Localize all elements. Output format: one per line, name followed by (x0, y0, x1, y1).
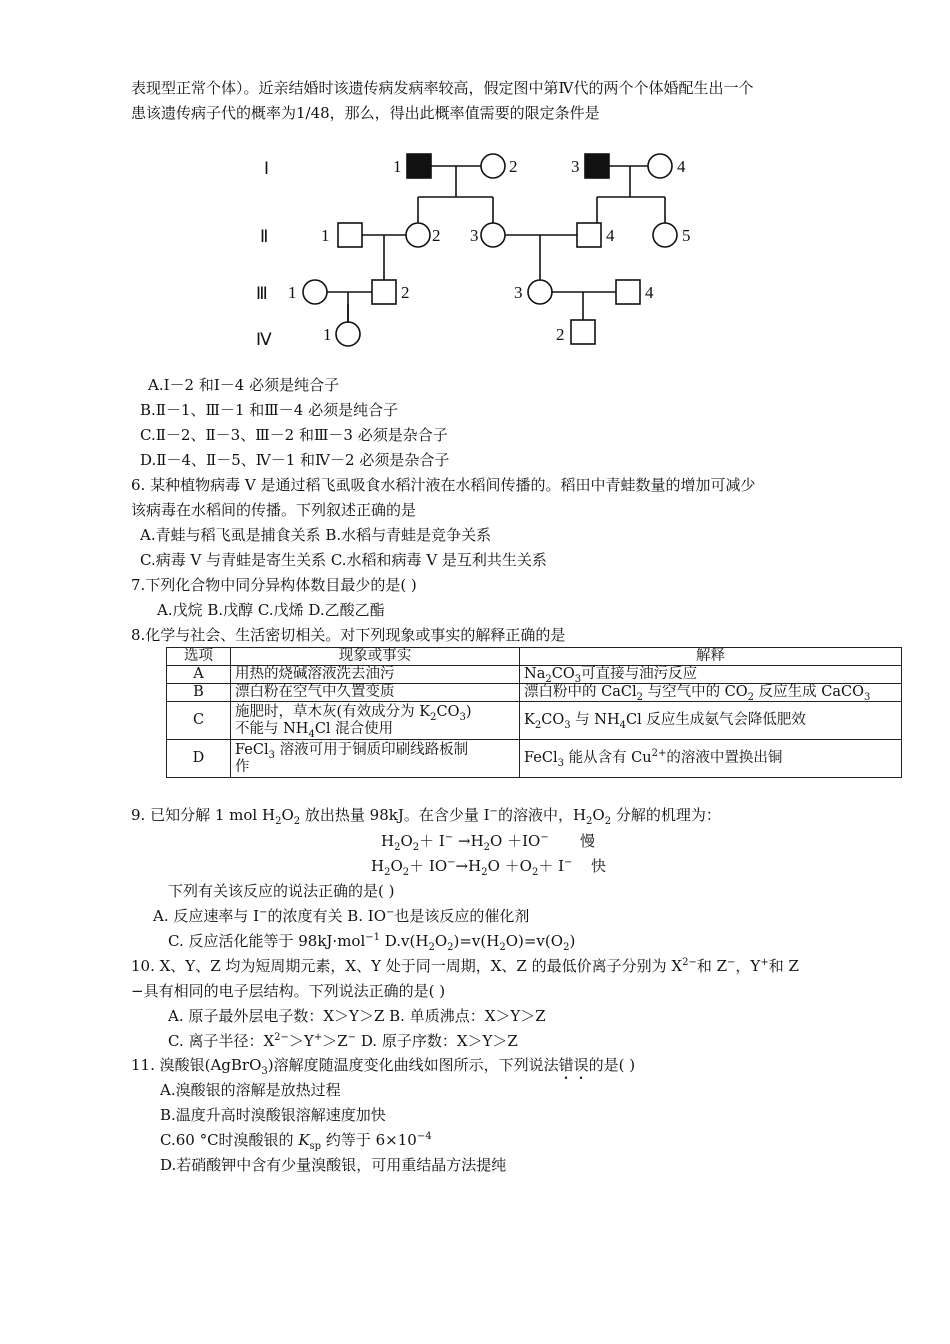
header-explanation: 解释 (520, 648, 902, 666)
II2-female (406, 223, 430, 247)
q11-option-c: C.60 °C时溴酸银的 $K_{sp}$ 约等于 $6\times 10^{-4}$ (160, 1131, 432, 1152)
q10-line2: −具有相同的电子层结构。下列说法正确的是( ) (131, 982, 446, 1000)
q7-options: A.戊烷 B.戊醇 C.戊烯 D.乙酸乙酯 (157, 601, 385, 619)
q5-option-d: D.Ⅱ－4、Ⅱ－5、Ⅳ－1 和Ⅳ－2 必须是杂合子 (140, 451, 450, 469)
II3-female (481, 223, 505, 247)
q8-table (166, 647, 902, 778)
q9-options-2: C. 反应活化能等于 98kJ·mol$^{-1}$ $D.v(H_2O_2)=v(H_2O)=v(O_2)$ (168, 932, 576, 953)
label-I1: 1 (393, 157, 402, 176)
q8-stem: 8.化学与社会、生活密切相关。对下列现象或事实的解释正确的是 (131, 626, 566, 644)
III1-female (303, 280, 327, 304)
q11-option-a: A.溴酸银的溶解是放热过程 (160, 1081, 341, 1099)
IV1-female (336, 322, 360, 346)
III2-male (372, 280, 396, 304)
q5-line2: 患该遗传病子代的概率为1/48，那么，得出此概率值需要的限定条件是 (131, 104, 600, 122)
cell-fact: 施肥时，草木灰(有效成分为 $K_2CO_3$) 不能与 $NH_4Cl$ 混合使用 (231, 702, 520, 740)
gen-II: Ⅱ (260, 227, 269, 246)
label-II1: 1 (321, 226, 330, 245)
table-row (167, 740, 902, 778)
q5-option-c: C.Ⅱ－2、Ⅱ－3、Ⅲ－2 和Ⅲ－3 必须是杂合子 (140, 426, 448, 444)
q10-options-2: C. 离子半径：$X^{2-}>Y^+>Z^-$ D. 原子序数：X＞Y＞Z (168, 1032, 518, 1050)
III3-female (528, 280, 552, 304)
gen-IV: Ⅳ (256, 330, 272, 349)
label-III3: 3 (514, 283, 523, 302)
cell-option: C (167, 702, 231, 740)
q5-option-a: A.Ⅰ－2 和Ⅰ－4 必须是纯合子 (148, 376, 340, 394)
label-III4: 4 (645, 283, 654, 302)
I3-affected-male (585, 154, 609, 178)
label-III1: 1 (288, 283, 297, 302)
q6-options-1: A.青蛙与稻飞虱是捕食关系 B.水稻与青蛙是竞争关系 (140, 526, 492, 544)
pedigree-chart (250, 140, 710, 360)
cell-fact: 漂白粉在空气中久置变质 (231, 684, 520, 702)
gen-I: Ⅰ (264, 159, 270, 178)
q6-line2: 该病毒在水稻间的传播。下列叙述正确的是 (131, 501, 417, 519)
gen-III: Ⅲ (256, 284, 268, 303)
table-row (167, 702, 902, 740)
q9-reaction-2: $H_2O_2+ IO^-\to H_2O +O_2+ I^-$ (371, 857, 573, 878)
q9-reaction-1: $H_2O_2+ I^- \to H_2O +IO^-$ (381, 832, 549, 853)
cell-explanation: $K_2CO_3$ 与 $NH_4Cl$ 反应生成氨气会降低肥效 (520, 702, 902, 740)
label-II2: 2 (432, 226, 441, 245)
q6-options-2: C.病毒 V 与青蛙是寄生关系 C.水稻和病毒 V 是互利共生关系 (140, 551, 547, 569)
label-II4: 4 (606, 226, 615, 245)
q10-line1: 10. X、Y、Z 均为短周期元素，X、Y 处于同一周期，X、Z 的最低价离子分别为 $X^{2-}$和 Z−，Y+和 Z (131, 957, 799, 975)
II5-female (653, 223, 677, 247)
q11-option-d: D.若硝酸钾中含有少量溴酸银，可用重结晶方法提纯 (160, 1156, 507, 1174)
table-row (167, 684, 902, 702)
cell-fact: 用热的烧碱溶液洗去油污 (231, 666, 520, 684)
I4-female (648, 154, 672, 178)
cell-option: A (167, 666, 231, 684)
label-II5: 5 (682, 226, 691, 245)
q9-reaction-1-speed: 慢 (580, 832, 596, 850)
I1-affected-male (407, 154, 431, 178)
cell-explanation: 漂白粉中的 CaCl$_2$ 与空气中的 $CO_2$ 反应生成 CaCO$_3$ (520, 684, 902, 702)
II4-male (577, 223, 601, 247)
q5-line1: 表现型正常个体）。近亲结婚时该遗传病发病率较高，假定图中第Ⅳ代的两个个体婚配生出一个 (131, 79, 754, 97)
table-header-row (167, 648, 902, 666)
label-IV2: 2 (556, 325, 565, 344)
cell-explanation: FeCl$_3$ 能从含有 $Cu^{2+}$的溶液中置换出铜 (520, 740, 902, 778)
q7-stem: 7.下列化合物中同分异构体数目最少的是( ) (131, 576, 417, 594)
q6-line1: 6. 某种植物病毒 V 是通过稻飞虱吸食水稻汁液在水稻间传播的。稻田中青蛙数量的增加可减少 (131, 476, 756, 494)
q11-option-b: B.温度升高时溴酸银溶解速度加快 (160, 1106, 386, 1124)
header-fact: 现象或事实 (231, 648, 520, 666)
label-I3: 3 (571, 157, 580, 176)
III4-male (616, 280, 640, 304)
q11-stem: 11. 溴酸银(AgBrO$_3$)溶解度随温度变化曲线如图所示，下列说法错误的是( ) (131, 1056, 636, 1077)
header-option: 选项 (167, 648, 231, 666)
q10-options-1: A. 原子最外层电子数：X＞Y＞Z B. 单质沸点：X＞Y＞Z (168, 1007, 546, 1025)
cell-fact: FeCl$_3$ 溶液可用于铜质印刷线路板制 作 (231, 740, 520, 778)
I2-female (481, 154, 505, 178)
cell-explanation: $Na_2CO_3$可直接与油污反应 (520, 666, 902, 684)
IV2-male (571, 320, 595, 344)
label-IV1: 1 (323, 325, 332, 344)
q9-question: 下列有关该反应的说法正确的是( ) (168, 882, 395, 900)
q9-options-1: A. 反应速率与 I−的浓度有关 B. IO−也是该反应的催化剂 (153, 907, 530, 925)
q9-stem: 9. 已知分解 1 mol $H_2O_2$ 放出热量 98kJ。在含少量 I−的溶液中，$H_2O_2$ 分解的机理为： (131, 806, 721, 827)
label-III2: 2 (401, 283, 410, 302)
II1-male (338, 223, 362, 247)
table-row (167, 666, 902, 684)
cell-option: D (167, 740, 231, 778)
cell-option: B (167, 684, 231, 702)
label-II3: 3 (470, 226, 479, 245)
label-I2: 2 (509, 157, 518, 176)
q5-option-b: B.Ⅱ－1、Ⅲ－1 和Ⅲ－4 必须是纯合子 (140, 401, 399, 419)
label-I4: 4 (677, 157, 686, 176)
q9-reaction-2-speed: 快 (591, 857, 607, 875)
